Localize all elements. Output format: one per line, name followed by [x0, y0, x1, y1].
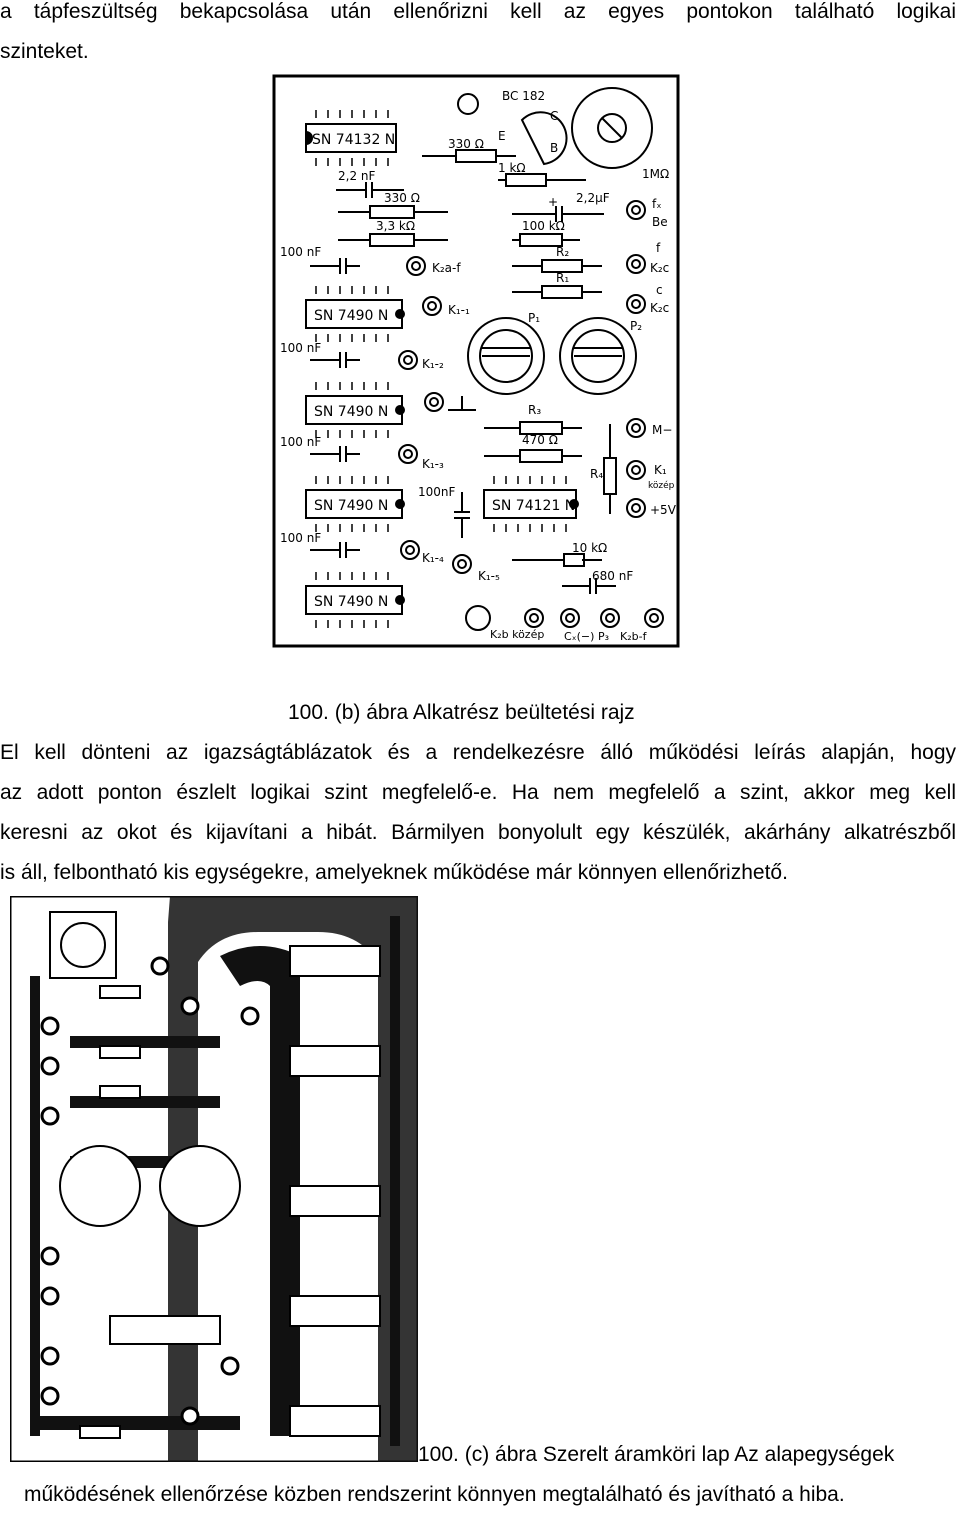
label-k13: K₁-₃	[422, 457, 444, 471]
label-kozep: közép	[648, 481, 675, 491]
paragraph-line-2: az adott ponton észlelt logikai szint megfelelő-e. Ha nem megfelelő a szint, akkor meg kell	[0, 781, 956, 804]
label-k2b-kozep: K₂b közép	[490, 628, 545, 641]
potentiometers	[468, 88, 652, 394]
chip-label-4: SN 7490 N	[314, 498, 389, 514]
chip-label-5: SN 74121 N	[492, 498, 576, 514]
figure-c-caption-continuation: működésének ellenőrzése közben rendszerint könnyen megtalálható és javítható a hiba.	[24, 1483, 845, 1506]
label-r470: 470 Ω	[522, 433, 558, 447]
pin-b-label: B	[550, 141, 559, 155]
label-r100k: 100 kΩ	[522, 219, 565, 233]
label-p2: P₂	[630, 319, 643, 333]
component-layout-figure	[272, 74, 682, 650]
transistor-bc182	[522, 112, 567, 164]
label-r1: R₁	[556, 271, 570, 285]
label-p1: P₁	[528, 311, 541, 325]
label-r33k: 3,3 kΩ	[376, 219, 416, 233]
label-c680n: 680 nF	[592, 569, 634, 583]
label-r10k: 10 kΩ	[572, 541, 608, 555]
label-1m: 1MΩ	[642, 167, 670, 181]
figure-b-caption: 100. (b) ábra Alkatrész beültetési rajz	[288, 701, 635, 724]
label-p3: P₃	[598, 630, 610, 643]
label-k12: K₁-₂	[422, 357, 444, 371]
label-k14: K₁-₄	[422, 551, 444, 565]
intro-line-1: a tápfeszültség bekapcsolása után ellenőrizni kell az egyes pontokon található logikai	[0, 0, 956, 23]
pin-e-label: E	[498, 129, 506, 143]
label-r330a: 330 Ω	[448, 137, 484, 151]
label-k11: K₁-₁	[448, 303, 470, 317]
label-plus5v: +5V	[650, 503, 676, 517]
label-c: c	[656, 283, 663, 297]
label-k2af: K₂a-f	[432, 261, 461, 275]
chip-label-2: SN 7490 N	[314, 308, 389, 324]
label-be: Be	[652, 215, 668, 229]
figure-c-caption: 100. (c) ábra Szerelt áramköri lap Az alapegységek	[418, 1443, 895, 1466]
label-plus: +	[548, 195, 559, 209]
label-f: f	[656, 241, 661, 255]
label-r4: R₄	[590, 467, 604, 481]
label-c22u: 2,2μF	[576, 191, 610, 205]
label-r2: R₂	[556, 245, 570, 259]
chip-label-1: SN 74132 N	[312, 132, 396, 148]
label-cx: Cₓ(−)	[564, 630, 595, 643]
label-r3: R₃	[528, 403, 542, 417]
transistor-label: BC 182	[502, 89, 546, 103]
label-m-minus: M−	[652, 423, 673, 437]
label-k2c-b: K₂c	[650, 301, 670, 315]
capacitors	[310, 182, 616, 594]
label-c100n-mid: 100nF	[418, 485, 456, 499]
paragraph-line-4: is áll, felbontható kis egységekre, amelyeknek működése már könnyen ellenőrizhető.	[0, 861, 788, 884]
label-c22n: 2,2 nF	[338, 169, 376, 183]
chip-label-3: SN 7490 N	[314, 404, 389, 420]
label-r330b: 330 Ω	[384, 191, 420, 205]
label-k1: K₁	[654, 463, 667, 477]
label-fx: fₓ	[652, 197, 662, 211]
label-r1k: 1 kΩ	[498, 161, 526, 175]
label-c100n-1: 100 nF	[280, 245, 322, 259]
label-c100n-2: 100 nF	[280, 341, 322, 355]
paragraph-line-1: El kell dönteni az igazságtáblázatok és a rendelkezésre álló működési leírás alapján, hogy	[0, 741, 956, 764]
label-k2bf: K₂b-f	[620, 630, 647, 643]
pcb-figure	[10, 896, 418, 1462]
label-c100n-4: 100 nF	[280, 531, 322, 545]
paragraph-line-3: keresni az okot és kijavítani a hibát. Bármilyen bonyolult egy készülék, akárhány alkatrészből	[0, 821, 956, 844]
intro-line-2: szinteket.	[0, 40, 89, 63]
label-k15: K₁-₅	[478, 569, 500, 583]
pin-c-label: C	[550, 109, 559, 123]
label-k2c-a: K₂c	[650, 261, 670, 275]
chip-label-6: SN 7490 N	[314, 594, 389, 610]
label-c100n-3: 100 nF	[280, 435, 322, 449]
